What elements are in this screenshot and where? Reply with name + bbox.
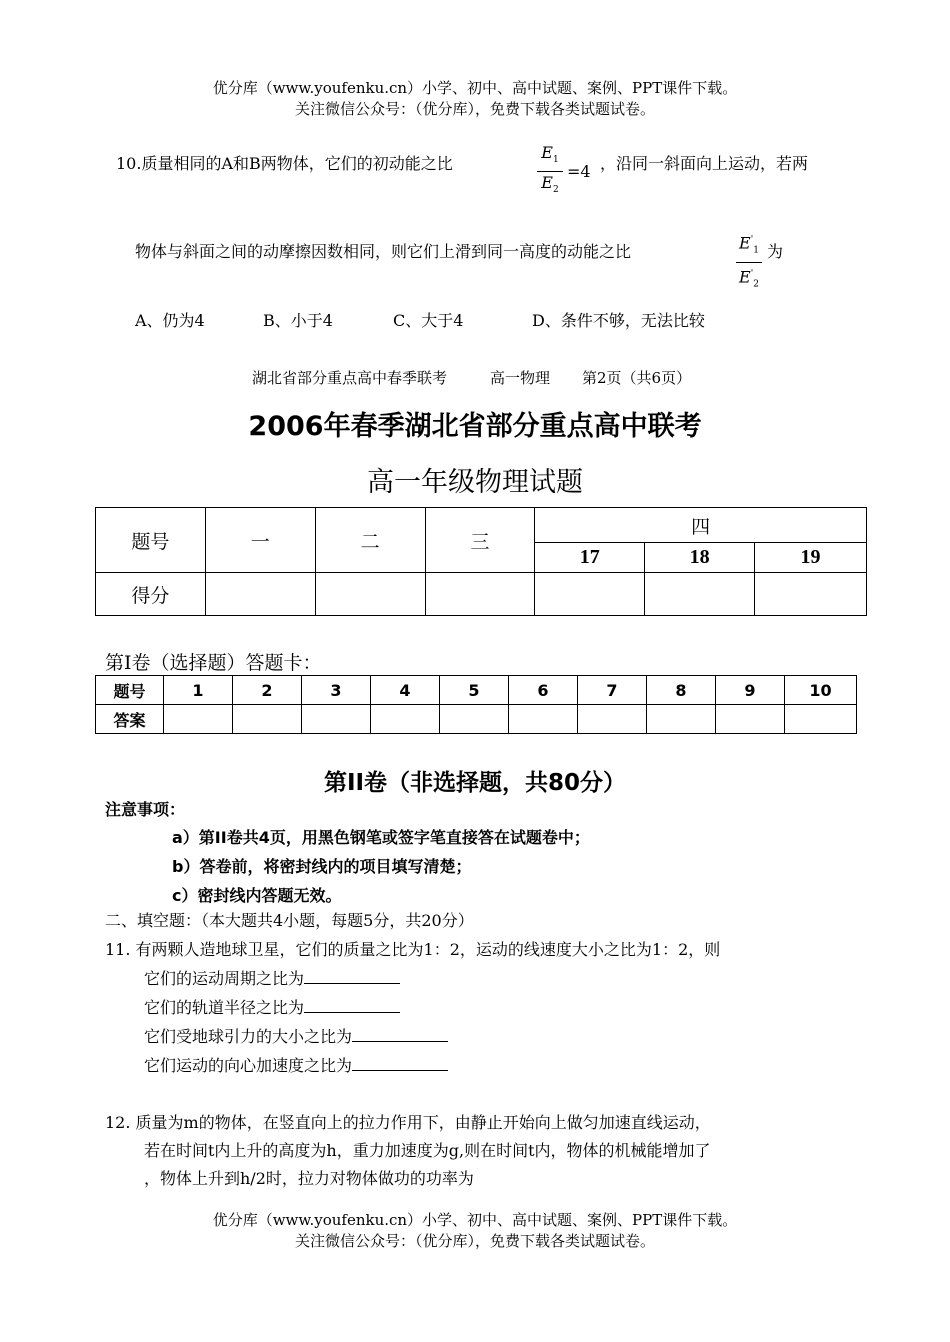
q11-part-4: 它们运动的向心加速度之比为 [144,1055,448,1077]
score-table-sub-18: 18 [645,543,755,573]
answer-card-number: 2 [233,676,302,705]
score-table-group-4: 四 [535,508,867,543]
answer-card-caption: 第Ⅰ卷（选择题）答题卡： [105,652,322,674]
q10-ratio-value: =4 [567,162,591,181]
footer-subject: 高一物理 [490,369,551,387]
footer-school: 湖北省部分重点高中春季联考 [252,369,448,387]
q10-option-d: D、条件不够，无法比较 [532,311,705,330]
q11-part-1: 它们的运动周期之比为 [144,968,400,990]
footer-page: 第2页（共6页） [582,369,692,387]
answer-cell[interactable] [371,705,440,734]
answer-cell[interactable] [647,705,716,734]
q10-option-c: C、大于4 [393,311,464,330]
exam-subtitle: 高一年级物理试题 [367,467,583,498]
answer-card-number: 4 [371,676,440,705]
footer-line-2: 关注微信公众号：（优分库），免费下载各类试题试卷。 [294,1232,655,1250]
q11-blank-1[interactable] [304,969,400,984]
score-table [95,507,867,616]
q10-line2: 物体与斜面之间的动摩擦因数相同，则它们上滑到同一高度的动能之比 [135,242,632,261]
score-cell[interactable] [755,573,867,616]
notice-label: 注意事项： [105,800,186,819]
notice-b: b）答卷前，将密封线内的项目填写清楚； [172,857,472,876]
score-table-sub-17: 17 [535,543,645,573]
answer-cell[interactable] [164,705,233,734]
score-cell[interactable] [425,573,535,616]
notice-c: c）密封线内答题无效。 [172,886,342,905]
q10-line2-tail: 为 [767,242,784,261]
answer-cell[interactable] [578,705,647,734]
q12-line1: 12. 质量为m的物体，在竖直向上的拉力作用下，由静止开始向上做匀加速直线运动， [105,1113,711,1132]
q11-blank-3[interactable] [352,1027,448,1042]
score-cell[interactable] [205,573,315,616]
q10-tail: ，沿同一斜面向上运动，若两 [600,154,809,173]
q11-part-2: 它们的轨道半径之比为 [144,997,400,1019]
answer-card-table [95,675,857,734]
footer-line-1: 优分库（www.youfenku.cn）小学、初中、高中试题、案例、PPT课件下载。 [212,1211,738,1229]
q12-line3: ，物体上升到h/2时，拉力对物体做功的功率为 [144,1169,474,1188]
score-table-row-label: 题号 [96,508,206,573]
answer-card-number: 10 [785,676,857,705]
q11-blank-2[interactable] [304,998,400,1013]
q10-option-a: A、仍为4 [135,311,205,330]
score-table-score-label: 得分 [96,573,206,616]
answer-card-number: 8 [647,676,716,705]
answer-card-number: 7 [578,676,647,705]
section2-title: 第II卷（非选择题，共80分） [323,770,627,796]
q10-initial-ratio: $E_1$ $E_2$ [536,142,564,201]
fill-in-heading: 二、填空题：（本大题共4小题，每题5分，共20分） [105,911,474,930]
score-cell[interactable] [535,573,645,616]
answer-card-number: 5 [440,676,509,705]
answer-cell[interactable] [233,705,302,734]
score-table-sub-19: 19 [755,543,867,573]
header-line-1: 优分库（www.youfenku.cn）小学、初中、高中试题、案例、PPT课件下载。 [212,79,738,97]
q11-line1: 11. 有两颗人造地球卫星，它们的质量之比为1：2，运动的线速度大小之比为1：2，则 [105,940,721,959]
answer-cell[interactable] [716,705,785,734]
q10-lead: 10.质量相同的A和B两物体，它们的初动能之比 [116,154,453,173]
answer-cell[interactable] [440,705,509,734]
q10-option-b: B、小于4 [263,311,333,330]
q10-final-ratio: $E'_1$ $E'_2$ [735,229,763,295]
q11-part-3: 它们受地球引力的大小之比为 [144,1026,448,1048]
answer-card-number: 1 [164,676,233,705]
answer-cell[interactable] [302,705,371,734]
q11-blank-4[interactable] [352,1056,448,1071]
exam-title: 2006年春季湖北省部分重点高中联考 [248,411,702,442]
q12-line2: 若在时间t内上升的高度为h，重力加速度为g,则在时间t内，物体的机械能增加了 [144,1141,711,1160]
score-cell[interactable] [315,573,425,616]
score-table-col-3: 三 [425,508,535,573]
answer-cell[interactable] [785,705,857,734]
answer-card-number: 3 [302,676,371,705]
score-cell[interactable] [645,573,755,616]
notice-a: a）第II卷共4页，用黑色钢笔或签字笔直接答在试题卷中； [172,828,590,847]
score-table-col-2: 二 [315,508,425,573]
score-table-col-1: 一 [205,508,315,573]
answer-cell[interactable] [509,705,578,734]
header-line-2: 关注微信公众号：（优分库），免费下载各类试题试卷。 [294,100,655,118]
answer-card-row-label: 题号 [96,676,164,705]
answer-card-number: 6 [509,676,578,705]
answer-card-answer-label: 答案 [96,705,164,734]
answer-card-number: 9 [716,676,785,705]
